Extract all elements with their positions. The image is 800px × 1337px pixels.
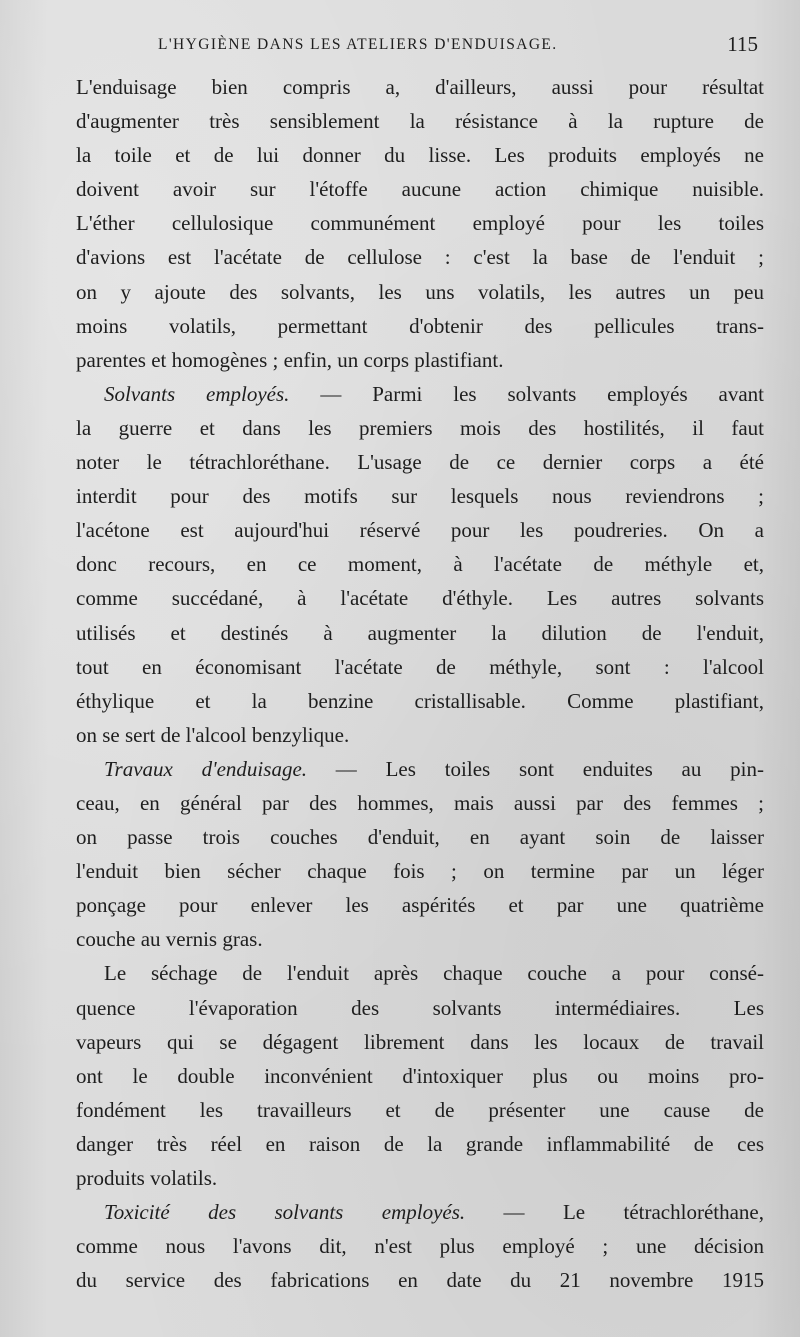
paragraph-solvants-employes [76,377,764,752]
page-header [158,32,758,62]
text-line: on passe trois couches d'enduit, en ayant soin de laisser [76,825,764,850]
text-line: vapeurs qui se dégagent librement dans les locaux de travail [76,1029,764,1054]
text-line: tout en économisant l'acétate de méthyle, sont : l'alcool [76,654,764,679]
text-line: moins volatils, permettant d'obtenir des pellicules trans- [76,313,764,338]
text-line: produits volatils. [76,1166,218,1190]
text-line: L'éther cellulosique communément employé pour les toiles [76,211,764,236]
text-line: éthylique et la benzine cristallisable. Comme plastifiant, [76,688,764,713]
page-number: 115 [727,32,758,56]
paragraph-travaux-enduisage [76,752,764,957]
text-line: ont le double inconvénient d'intoxiquer plus ou moins pro- [76,1063,764,1088]
text-line-with-heading [76,752,764,786]
page-body [76,70,764,1297]
text-line: quence l'évaporation des solvants intermédiaires. Les [76,995,764,1020]
text-line: ponçage pour enlever les aspérités et par une quatrième [76,893,764,918]
text-line: danger très réel en raison de la grande inflammabilité de ces [76,1131,764,1156]
text-line: interdit pour des motifs sur lesquels nous reviendrons ; [76,484,764,509]
text-line: parentes et homogènes ; enfin, un corps plastifiant. [76,347,504,372]
text-line: L'enduisage bien compris a, d'ailleurs, aussi pour résultat [76,75,764,99]
section-heading-solvants: Solvants employés. [104,381,290,406]
text-line: utilisés et destinés à augmenter la dilution de l'enduit, [76,620,764,645]
text-line: d'avions est l'acétate de cellulose : c'est la base de l'enduit ; [76,245,764,270]
paragraph-toxicite [76,1195,764,1297]
section-heading-travaux: Travaux d'enduisage. [104,756,308,781]
text-fragment: — Parmi les solvants employés avant [289,381,764,406]
text-line: la toile et de lui donner du lisse. Les produits employés ne [76,143,764,168]
text-fragment: — Le tétrachloréthane, [465,1200,764,1225]
section-heading-toxicite: Toxicité des solvants employés. [104,1200,466,1225]
text-line-with-heading [76,1195,764,1229]
paragraph-sechage [76,956,764,1195]
text-line: on y ajoute des solvants, les uns volatils, les autres un peu [76,279,764,304]
text-fragment: — Les toiles sont enduites au pin- [307,756,764,781]
text-line: l'enduit bien sécher chaque fois ; on termine par un léger [76,859,764,884]
text-line: comme succédané, à l'acétate d'éthyle. Les autres solvants [76,586,764,611]
text-line-with-heading [76,377,764,411]
text-line: couche au vernis gras. [76,927,263,952]
text-line: du service des fabrications en date du 21 novembre 1915 [76,1268,764,1293]
text-line: doivent avoir sur l'étoffe aucune action chimique nuisible. [76,177,764,202]
text-line: la guerre et dans les premiers mois des hostilités, il faut [76,415,764,440]
text-line: fondément les travailleurs et de présenter une cause de [76,1097,764,1122]
text-line: d'augmenter très sensiblement la résistance à la rupture de [76,109,764,134]
text-line: ceau, en général par des hommes, mais aussi par des femmes ; [76,790,764,815]
text-line: on se sert de l'alcool benzylique. [76,722,350,747]
text-line: comme nous l'avons dit, n'est plus employé ; une décision [76,1234,764,1259]
text-line: donc recours, en ce moment, à l'acétate de méthyle et, [76,552,764,577]
text-line: l'acétone est aujourd'hui réservé pour les poudreries. On a [76,518,764,543]
text-line: Le séchage de l'enduit après chaque couche a pour consé- [104,961,764,986]
text-line: noter le tétrachloréthane. L'usage de ce dernier corps a été [76,450,764,475]
paragraph-enduisage-intro [76,70,764,377]
running-head: L'HYGIÈNE DANS LES ATELIERS D'ENDUISAGE. [158,36,558,53]
